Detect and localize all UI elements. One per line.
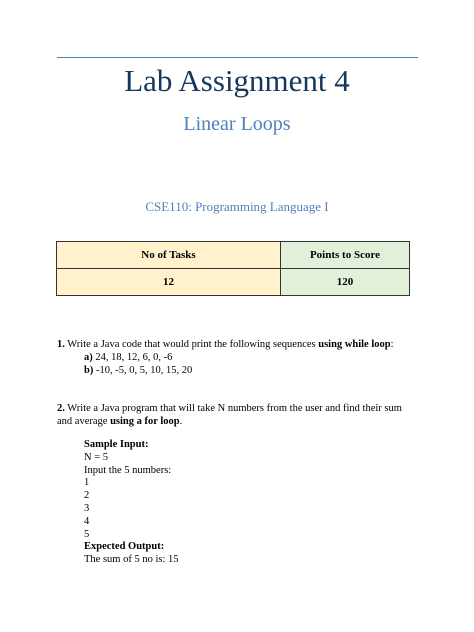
question-1-item-b [84,364,192,377]
item-b-text: -10, -5, 0, 5, 10, 15, 20 [93,365,193,376]
question-2-number: 2. [57,403,65,414]
document-subtitle: Linear Loops [183,113,291,135]
expected-output-label: Expected Output: [84,541,165,553]
item-a-label: a) [84,352,93,363]
table-header-row [57,242,410,269]
sample-line: N = 5 [84,451,109,463]
header-no-of-tasks: No of Tasks [57,242,281,269]
item-b-label: b) [84,365,94,376]
value-points-to-score: 120 [281,269,410,296]
question-2-end: . [179,416,183,427]
value-no-of-tasks: 12 [57,269,281,296]
question-2-text: Write a Java program that will take N numbers from the user and find their sum and average [57,403,402,427]
sample-line: 1 [84,477,90,489]
task-table [56,241,410,296]
question-1-number: 1. [57,339,65,350]
sample-line: 5 [84,528,90,540]
sample-line: 2 [84,490,90,502]
question-1-bold: using while loop [318,339,391,350]
course-name: CSE110: Programming Language I [145,199,329,214]
output-line: The sum of 5 no is: 15 [84,554,179,566]
question-2-bold: using a for loop [110,416,180,427]
sample-io [84,439,179,567]
header-rule [57,57,418,58]
table-value-row [57,269,410,296]
sample-input-label: Sample Input: [84,439,149,450]
question-1-item-a [84,351,172,364]
item-a-text: 24, 18, 12, 6, 0, -6 [92,352,173,363]
sample-line: 4 [84,515,90,527]
sample-line: Input the 5 numbers: [84,464,172,476]
question-2 [57,402,419,428]
header-points-to-score: Points to Score [281,242,410,269]
document-title: Lab Assignment 4 [124,63,350,98]
question-1 [57,338,394,351]
sample-line: 3 [84,502,90,514]
question-1-end: : [390,339,394,350]
question-1-text: Write a Java code that would print the following sequences [64,339,319,350]
